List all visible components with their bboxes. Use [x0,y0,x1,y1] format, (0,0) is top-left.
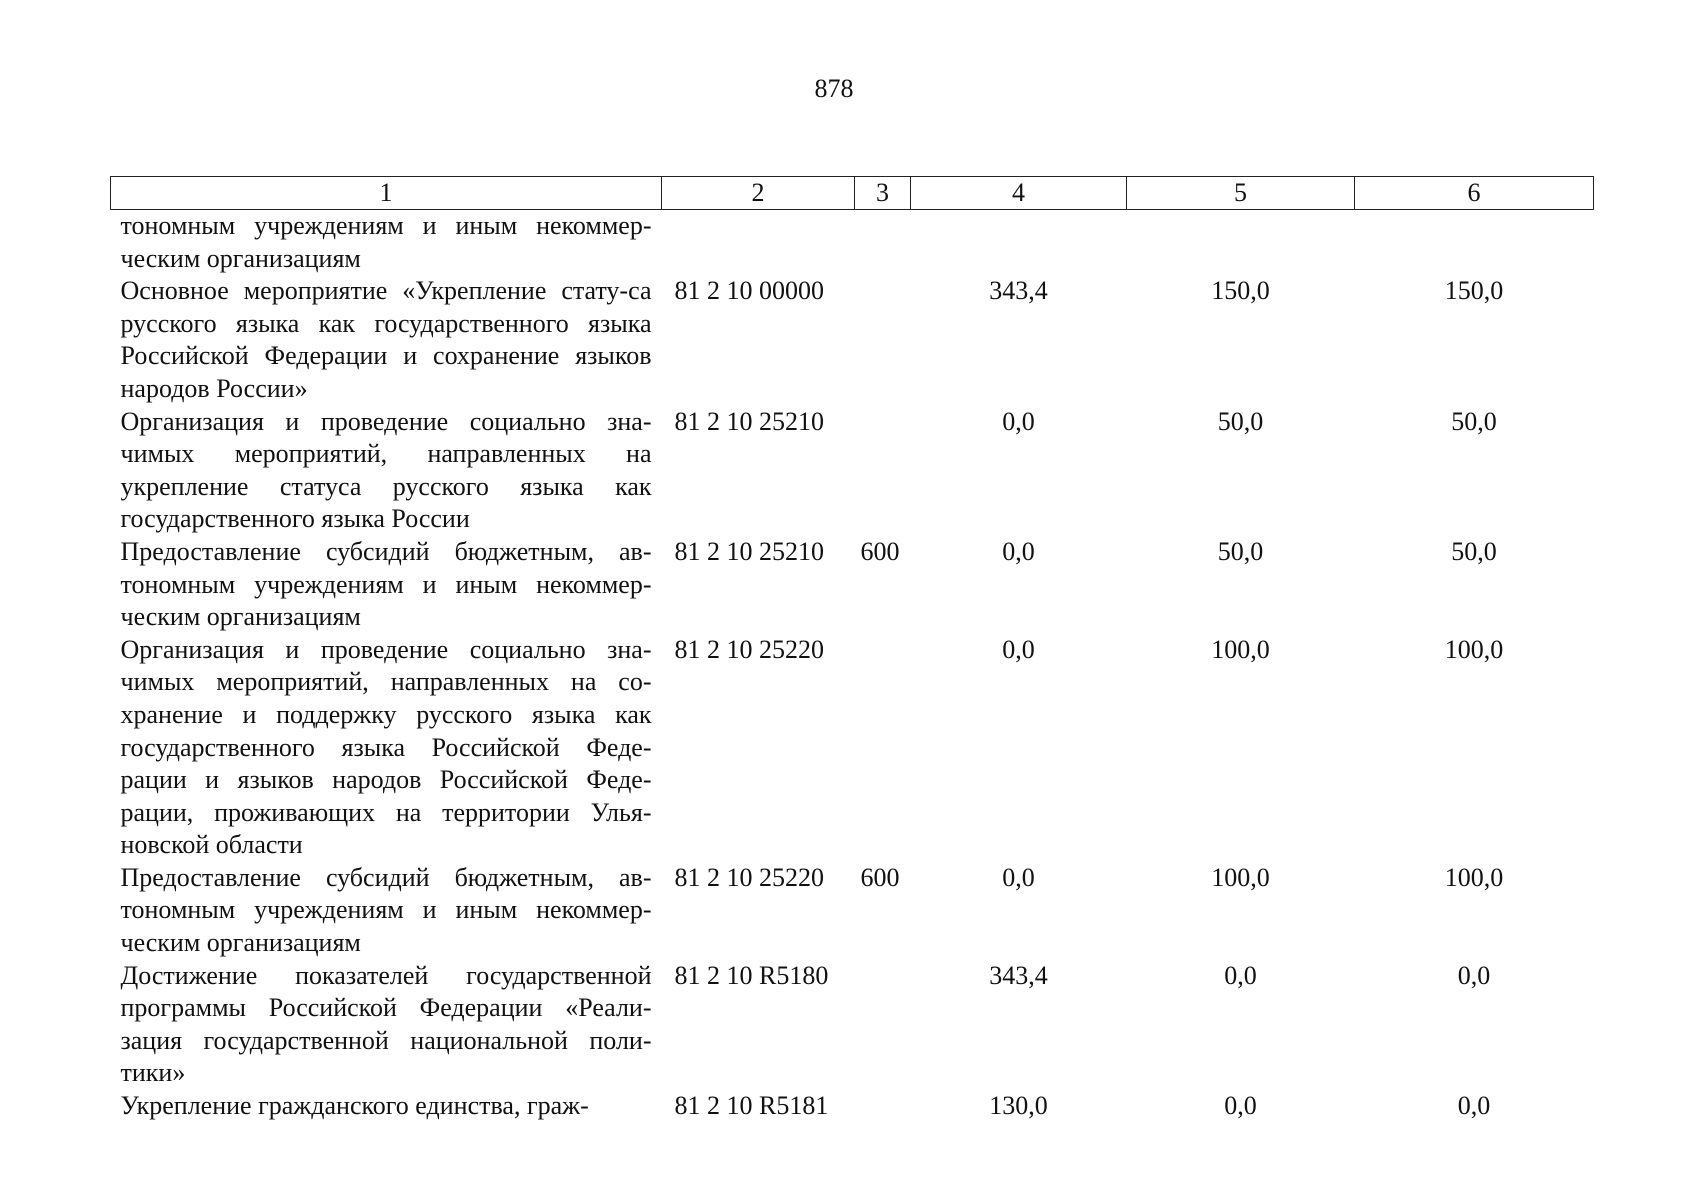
header-col-5: 5 [1127,177,1355,210]
row-expense-type: 600 [860,862,900,892]
row-value-4: 343,4 [989,276,1048,306]
budget-table [110,176,1594,1123]
row-value-5: 150,0 [1211,276,1270,306]
table-header [111,177,1594,210]
row-value-6: 100,0 [1444,634,1504,664]
header-col-6: 6 [1355,177,1594,210]
row-value-6: 50,0 [1451,406,1497,436]
table-row [111,634,1594,862]
row-code: 81 2 10 00000 [674,276,824,306]
table-row [111,960,1594,1090]
row-value-5: 100,0 [1211,862,1270,892]
table-row [111,210,1594,276]
header-row [111,177,1594,210]
row-value-4: 0,0 [1002,536,1035,566]
row-code: 81 2 10 25220 [674,862,824,892]
row-value-5: 50,0 [1217,406,1264,436]
row-value-4: 0,0 [1002,862,1035,892]
row-value-4: 343,4 [989,960,1048,990]
row-value-5: 0,0 [1224,1091,1257,1121]
row-expense-type [855,960,911,1090]
table-row [111,1090,1594,1123]
table-row [111,536,1594,634]
row-name: Организация и проведение социально зна-чимых мероприятий, направленных на со-хранение и поддержку русского языка как государственного языка Российской Феде-рации и языков народов Российской Феде-рации, проживающих на территории Улья-новской области [120,634,652,860]
row-name: Предоставление субсидий бюджетным, ав-тономным учреждениям и иным некоммер-ческим организациям [120,862,652,958]
row-value-6 [1355,210,1594,276]
row-name: Укрепление гражданского единства, граж- [120,1091,589,1121]
row-name: тономным учреждениям и иным некоммер-ческим организациям [120,211,652,273]
header-col-3: 3 [855,177,911,210]
row-expense-type [855,634,911,862]
row-value-5 [1127,210,1355,276]
row-code: 81 2 10 R5180 [674,960,829,990]
row-value-4 [911,210,1127,276]
row-expense-type [855,406,911,536]
row-value-4: 130,0 [989,1091,1048,1121]
row-value-6: 0,0 [1457,960,1491,990]
row-name: Основное мероприятие «Укрепление стату-са русского языка как государственного языка Российской Федерации и сохранение языков народов России» [120,276,652,403]
row-value-6: 100,0 [1444,862,1504,892]
row-name: Предоставление субсидий бюджетным, ав-тономным учреждениям и иным некоммер-ческим организациям [120,536,652,632]
row-value-4: 0,0 [1002,406,1035,436]
row-value-4: 0,0 [1002,634,1035,664]
row-expense-type [855,210,911,276]
row-code: 81 2 10 25210 [674,536,824,566]
row-expense-type: 600 [860,536,900,566]
table-row [111,862,1594,960]
row-code: 81 2 10 R5181 [674,1091,829,1121]
row-code [662,210,855,276]
row-value-6: 50,0 [1451,536,1497,566]
row-name: Организация и проведение социально зна-чимых мероприятий, направленных на укрепление статуса русского языка как государственного языка России [120,406,652,534]
row-expense-type [855,275,911,405]
row-expense-type [855,1090,911,1123]
row-value-5: 100,0 [1211,634,1270,664]
table-row [111,275,1594,405]
header-col-2: 2 [662,177,855,210]
header-col-4: 4 [911,177,1127,210]
table-body [111,210,1594,1123]
row-name: Достижение показателей государственной программы Российской Федерации «Реали-зация государственной национальной поли-тики» [120,960,652,1088]
row-value-6: 150,0 [1444,276,1504,306]
page-number [0,74,1698,104]
row-code: 81 2 10 25220 [674,634,824,664]
row-value-5: 50,0 [1217,536,1264,566]
row-value-5: 0,0 [1224,960,1257,990]
page-number-text: 878 [814,74,854,103]
row-code: 81 2 10 25210 [674,406,824,436]
row-value-6: 0,0 [1457,1091,1491,1121]
table-row [111,406,1594,536]
header-col-1: 1 [111,177,662,210]
